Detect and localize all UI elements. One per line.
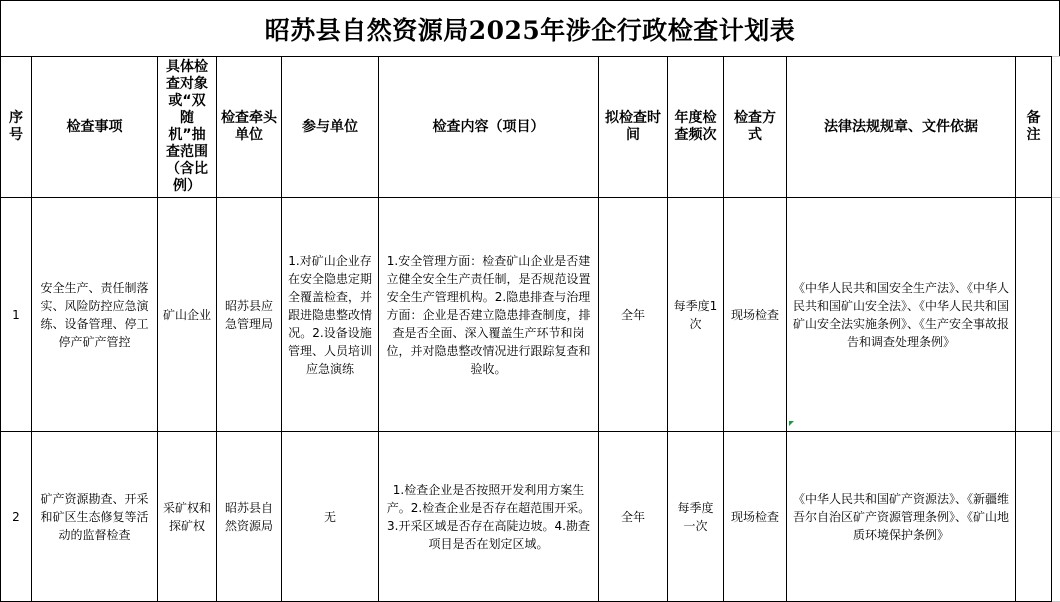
row-number: 1 bbox=[1, 198, 32, 432]
header-cell: 检查内容（项目） bbox=[379, 57, 599, 198]
spreadsheet-grid-cell bbox=[1052, 57, 1060, 198]
inspection-time: 全年 bbox=[599, 432, 668, 602]
inspection-frequency: 每季度一次 bbox=[668, 432, 724, 602]
lead-unit: 昭苏县自然资源局 bbox=[217, 432, 282, 602]
cell-comment-indicator bbox=[789, 421, 794, 426]
participant-units: 无 bbox=[282, 432, 379, 602]
inspection-frequency: 每季度1次 bbox=[668, 198, 724, 432]
header-cell: 检查方式 bbox=[724, 57, 787, 198]
inspection-target: 矿山企业 bbox=[158, 198, 217, 432]
remark bbox=[1016, 432, 1052, 602]
header-cell: 具体检查对象或“双随机”抽查范围（含比例） bbox=[158, 57, 217, 198]
row-number: 2 bbox=[1, 432, 32, 602]
header-row bbox=[1, 57, 1060, 198]
inspection-item: 矿产资源勘查、开采和矿区生态修复等活动的监督检查 bbox=[32, 432, 158, 602]
inspection-time: 全年 bbox=[599, 198, 668, 432]
header-cell: 年度检查频次 bbox=[668, 57, 724, 198]
spreadsheet-grid-cell bbox=[1052, 432, 1060, 602]
spreadsheet-grid-cell bbox=[1052, 198, 1060, 432]
sheet-title: 昭苏县自然资源局2025年涉企行政检查计划表 bbox=[0, 0, 1060, 56]
table-row bbox=[1, 198, 1060, 432]
header-cell: 拟检查时间 bbox=[599, 57, 668, 198]
inspection-target: 采矿权和探矿权 bbox=[158, 432, 217, 602]
inspection-method: 现场检查 bbox=[724, 432, 787, 602]
inspection-method: 现场检查 bbox=[724, 198, 787, 432]
header-cell: 法律法规规章、文件依据 bbox=[787, 57, 1016, 198]
inspection-content: 1.检查企业是否按照开发利用方案生产。2.检查企业是否存在超范围开采。3.开采区域是否存在高陡边坡。4.勘查项目是否在划定区域。 bbox=[379, 432, 599, 602]
inspection-item: 安全生产、责任制落实、风险防控应急演练、设备管理、停工停产矿产管控 bbox=[32, 198, 158, 432]
header-cell: 参与单位 bbox=[282, 57, 379, 198]
inspection-plan-table bbox=[0, 56, 1060, 602]
legal-basis: 《中华人民共和国矿产资源法》、《新疆维吾尔自治区矿产资源管理条例》、《矿山地质环境保护条例》 bbox=[787, 432, 1016, 602]
legal-basis: 《中华人民共和国安全生产法》、《中华人民共和国矿山安全法》、《中华人民共和国矿山安全法实施条例》、《生产安全事故报告和调查处理条例》 bbox=[787, 198, 1016, 432]
header-cell: 备注 bbox=[1016, 57, 1052, 198]
header-cell: 序号 bbox=[1, 57, 32, 198]
inspection-content: 1.安全管理方面：检查矿山企业是否建立健全安全生产责任制，是否规范设置安全生产管理机构。2.隐患排查与治理方面：企业是否建立隐患排查制度，排查是否全面、深入覆盖生产环节和岗位，并对隐患整改情况进行跟踪复查和验收。 bbox=[379, 198, 599, 432]
remark bbox=[1016, 198, 1052, 432]
participant-units: 1.对矿山企业存在安全隐患定期全覆盖检查，并跟进隐患整改情况。2.设备设施管理、人员培训应急演练 bbox=[282, 198, 379, 432]
lead-unit: 昭苏县应急管理局 bbox=[217, 198, 282, 432]
header-cell: 检查事项 bbox=[32, 57, 158, 198]
header-cell: 检查牵头单位 bbox=[217, 57, 282, 198]
table-row bbox=[1, 432, 1060, 602]
